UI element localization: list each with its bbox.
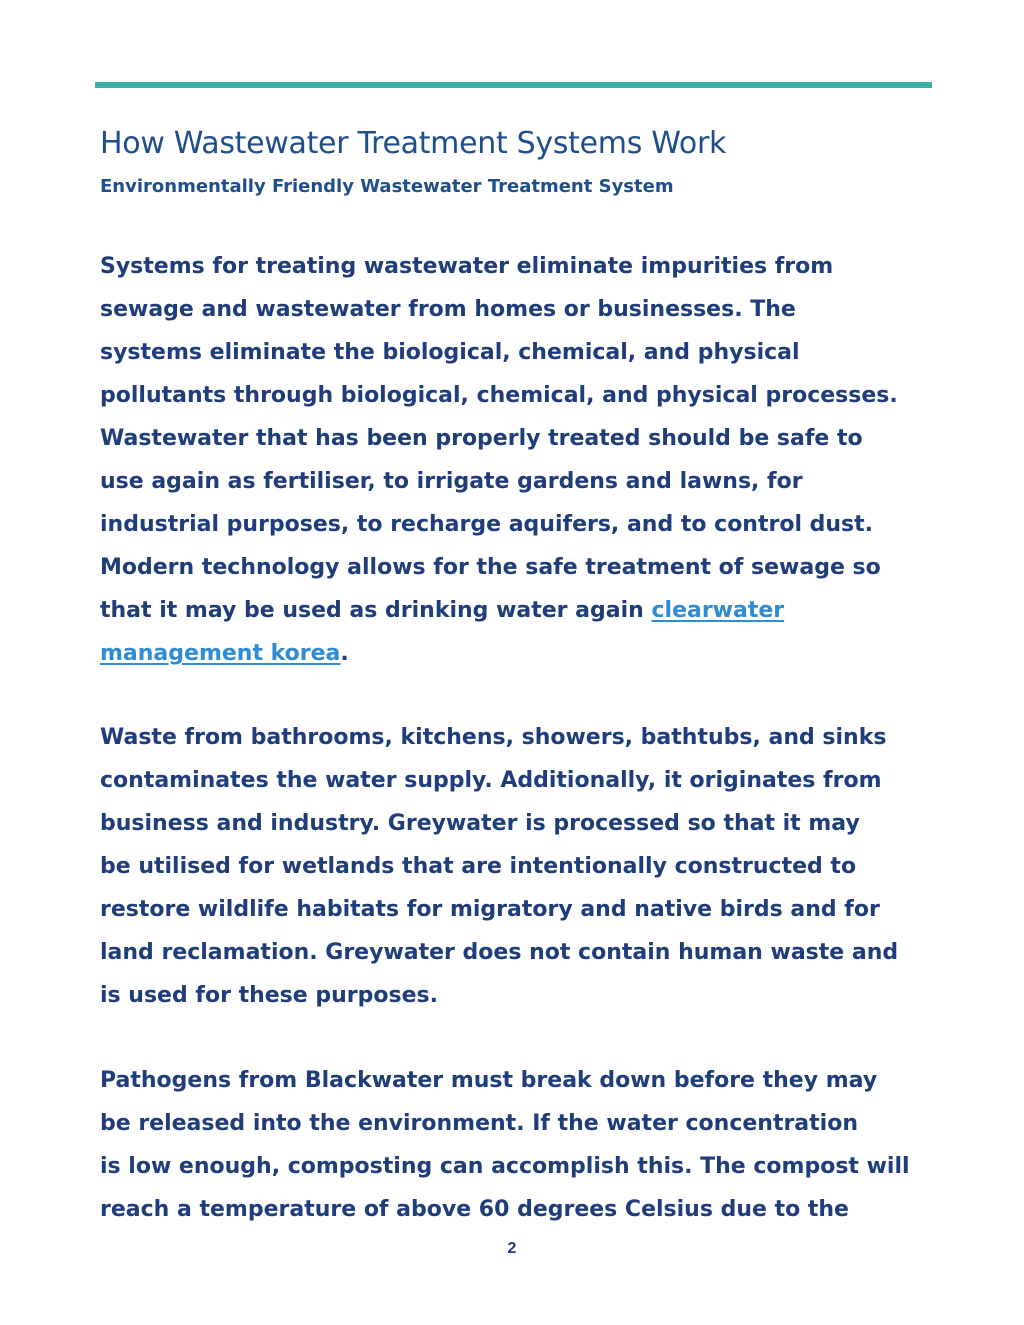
paragraph-line: Modern technology allows for the safe treatment of sewage so: [100, 555, 881, 580]
page-number: 2: [507, 1240, 517, 1257]
paragraph-greywater: [100, 716, 960, 1017]
paragraph-line-text: that it may be used as drinking water again: [100, 598, 652, 623]
paragraph-line: Waste from bathrooms, kitchens, showers, bathtubs, and sinks: [100, 725, 887, 750]
paragraph-line: restore wildlife habitats for migratory and native birds and for: [100, 897, 880, 922]
paragraph-line: reach a temperature of above 60 degrees Celsius due to the: [100, 1197, 849, 1222]
paragraph-line: sewage and wastewater from homes or businesses. The: [100, 297, 796, 322]
paragraph-line: Wastewater that has been properly treated should be safe to: [100, 426, 863, 451]
header-rule: [95, 82, 932, 88]
clearwater-link-continued[interactable]: management korea: [100, 641, 341, 666]
paragraph-line: [100, 589, 960, 632]
paragraph-line: land reclamation. Greywater does not contain human waste and: [100, 940, 899, 965]
paragraph-line: Systems for treating wastewater eliminate impurities from: [100, 254, 834, 279]
paragraph-line: [100, 632, 960, 675]
paragraph-line: pollutants through biological, chemical, and physical processes.: [100, 383, 898, 408]
paragraph-line: contaminates the water supply. Additionally, it originates from: [100, 768, 882, 793]
paragraph-line: be released into the environment. If the water concentration: [100, 1111, 858, 1136]
paragraph-line: business and industry. Greywater is processed so that it may: [100, 811, 860, 836]
paragraph-intro: [100, 245, 960, 675]
sentence-period: .: [340, 641, 349, 666]
page-title: How Wastewater Treatment Systems Work: [100, 126, 727, 161]
paragraph-line: Pathogens from Blackwater must break down before they may: [100, 1068, 878, 1093]
clearwater-link[interactable]: clearwater: [651, 598, 785, 623]
paragraph-line: be utilised for wetlands that are intentionally constructed to: [100, 854, 857, 879]
paragraph-line: use again as fertiliser, to irrigate gardens and lawns, for: [100, 469, 803, 494]
paragraph-line: systems eliminate the biological, chemical, and physical: [100, 340, 800, 365]
paragraph-line: is low enough, composting can accomplish this. The compost will: [100, 1154, 910, 1179]
page-subtitle: Environmentally Friendly Wastewater Treatment System: [100, 176, 674, 197]
paragraph-line: industrial purposes, to recharge aquifers, and to control dust.: [100, 512, 874, 537]
paragraph-blackwater: [100, 1059, 960, 1231]
paragraph-line: is used for these purposes.: [100, 983, 438, 1008]
